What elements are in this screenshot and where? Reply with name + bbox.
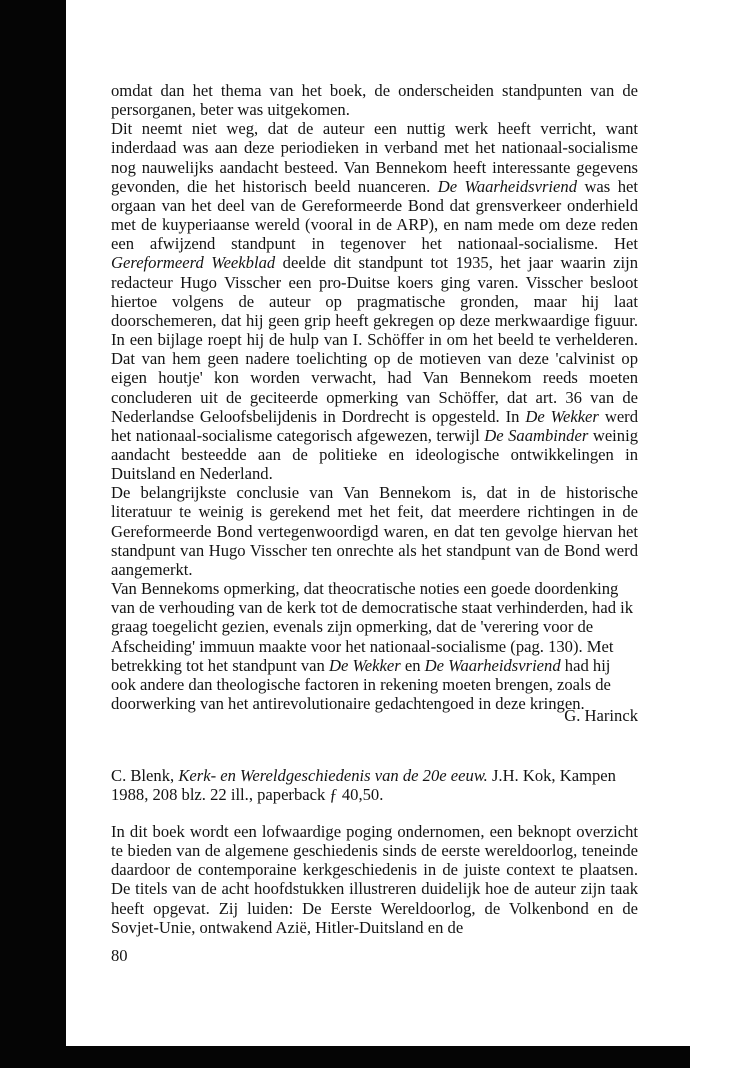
text-run: en <box>400 655 425 675</box>
text-run: In dit boek wordt een lofwaardige poging ondernomen, een beknopt overzicht te bieden van de algemene geschiedenis sinds de eerste wereldoorlog, teneinde daardoor de contemporaine kerkgeschiedenis in de juiste context te plaatsen. De titels van de acht hoofdstukken illustreren duidelijk hoe de auteur zijn taak heeft opgevat. Zij luiden: De Eerste Wereldoorlog, de Volkenbond en de Sovjet-Unie, ontwakend Azië, Hitler-Duitsland en de <box>111 822 638 937</box>
review-paragraph <box>111 483 638 579</box>
page-number: 80 <box>111 946 128 965</box>
text-run: De belangrijkste conclusie van Van Bennekom is, dat in de historische literatuur te weinig is gerekend met het feit, dat meerdere richtingen in de Gereformeerde Bond vertegenwoordigd waren, en dat ten gevolge hiervan het standpunt van Hugo Visscher ten onrechte als het standpunt van de Bond werd aangemerkt. <box>111 483 638 579</box>
book-title: Kerk- en Wereldgeschiedenis van de 20e eeuw. <box>178 766 488 785</box>
publication-title: De Saambinder <box>484 425 589 445</box>
text-run: Dit neemt niet weg, dat de auteur een nuttig werk heeft verricht, want inderdaad was aan deze periodieken in verband met het nationaal-socialisme nog nauwelijks aandacht besteed. Van Bennekom heeft interessante gegevens gevonden, die het historisch beeld nuanceren. <box>111 119 638 196</box>
text-run: omdat dan het thema van het boek, de onderscheiden standpunten van de persorganen, beter was uitgekomen. <box>111 81 638 120</box>
scan-border-left <box>0 0 66 1068</box>
text-run: weinig aandacht besteedde aan de politieke en ideologische ontwikkelingen in Duitsland en Nederland. <box>111 425 638 484</box>
text-run: Van Bennekoms opmerking, dat theocratische noties een goede doordenking van de verhouding van de kerk tot de democratische staat verhinderden, had ik graag toegelicht gezien, evenals zijn opmerking, dat de 'verering voor de Afscheiding' immuun maakte voor het nationaal-socialisme (pag. 130). Met betrekking tot het standpunt van <box>111 579 634 675</box>
publication-title: De Wekker <box>525 406 599 426</box>
next-review-body <box>111 822 638 937</box>
book-details: J.H. Kok, Kampen 1988, 208 blz. 22 ill., paperback ƒ 40,50. <box>111 766 616 805</box>
book-author: C. Blenk, <box>111 766 179 785</box>
review-paragraph <box>111 822 638 937</box>
book-citation <box>111 766 638 804</box>
text-run: werd het nationaal-socialisme categorisch afgewezen, terwijl <box>111 406 639 445</box>
review-paragraph <box>111 119 638 483</box>
text-run: had hij ook andere dan theologische factoren in rekening moeten brengen, zoals de doorwerking van het antirevolutionaire gedachtengoed in deze kringen. <box>111 655 611 713</box>
review-paragraph <box>111 579 638 713</box>
text-run: was het orgaan van het deel van de Gereformeerde Bond dat grensverkeer onderhield met de kuyperiaanse wereld (vooral in de ARP), en nam mede om deze reden een afwijzend standpunt in tegenover het nationaal-socialisme. Het <box>111 176 638 254</box>
review-author: G. Harinck <box>564 706 638 725</box>
citation-line <box>111 766 638 804</box>
text-run: deelde dit standpunt tot 1935, het jaar waarin zijn redacteur Hugo Visscher een pro-Duitse koers ging varen. Visscher besloot hiertoe volgens de auteur op pragmatische gronden, maar hij laat doorschemeren, dat hij geen grip heeft gekregen op deze merkwaardige figuur. In een bijlage roept hij de hulp van I. Schöffer in om het beeld te verhelderen. Dat van hem geen nadere toelichting op de motieven van deze 'calvinist op eigen houtje' kon worden verwacht, had Van Bennekom reeds moeten concluderen uit de geciteerde opmerking van Schöffer, dat art. 36 van de Nederlandse Geloofsbelijdenis in Dordrecht is opgesteld. In <box>111 253 638 426</box>
publication-title: De Waarheidsvriend <box>424 655 561 675</box>
review-body <box>111 81 638 713</box>
publication-title: Gereformeerd Weekblad <box>111 253 276 273</box>
review-paragraph <box>111 81 638 119</box>
scan-border-bottom <box>0 1046 690 1068</box>
publication-title: De Waarheidsvriend <box>437 176 577 196</box>
publication-title: De Wekker <box>328 655 401 675</box>
